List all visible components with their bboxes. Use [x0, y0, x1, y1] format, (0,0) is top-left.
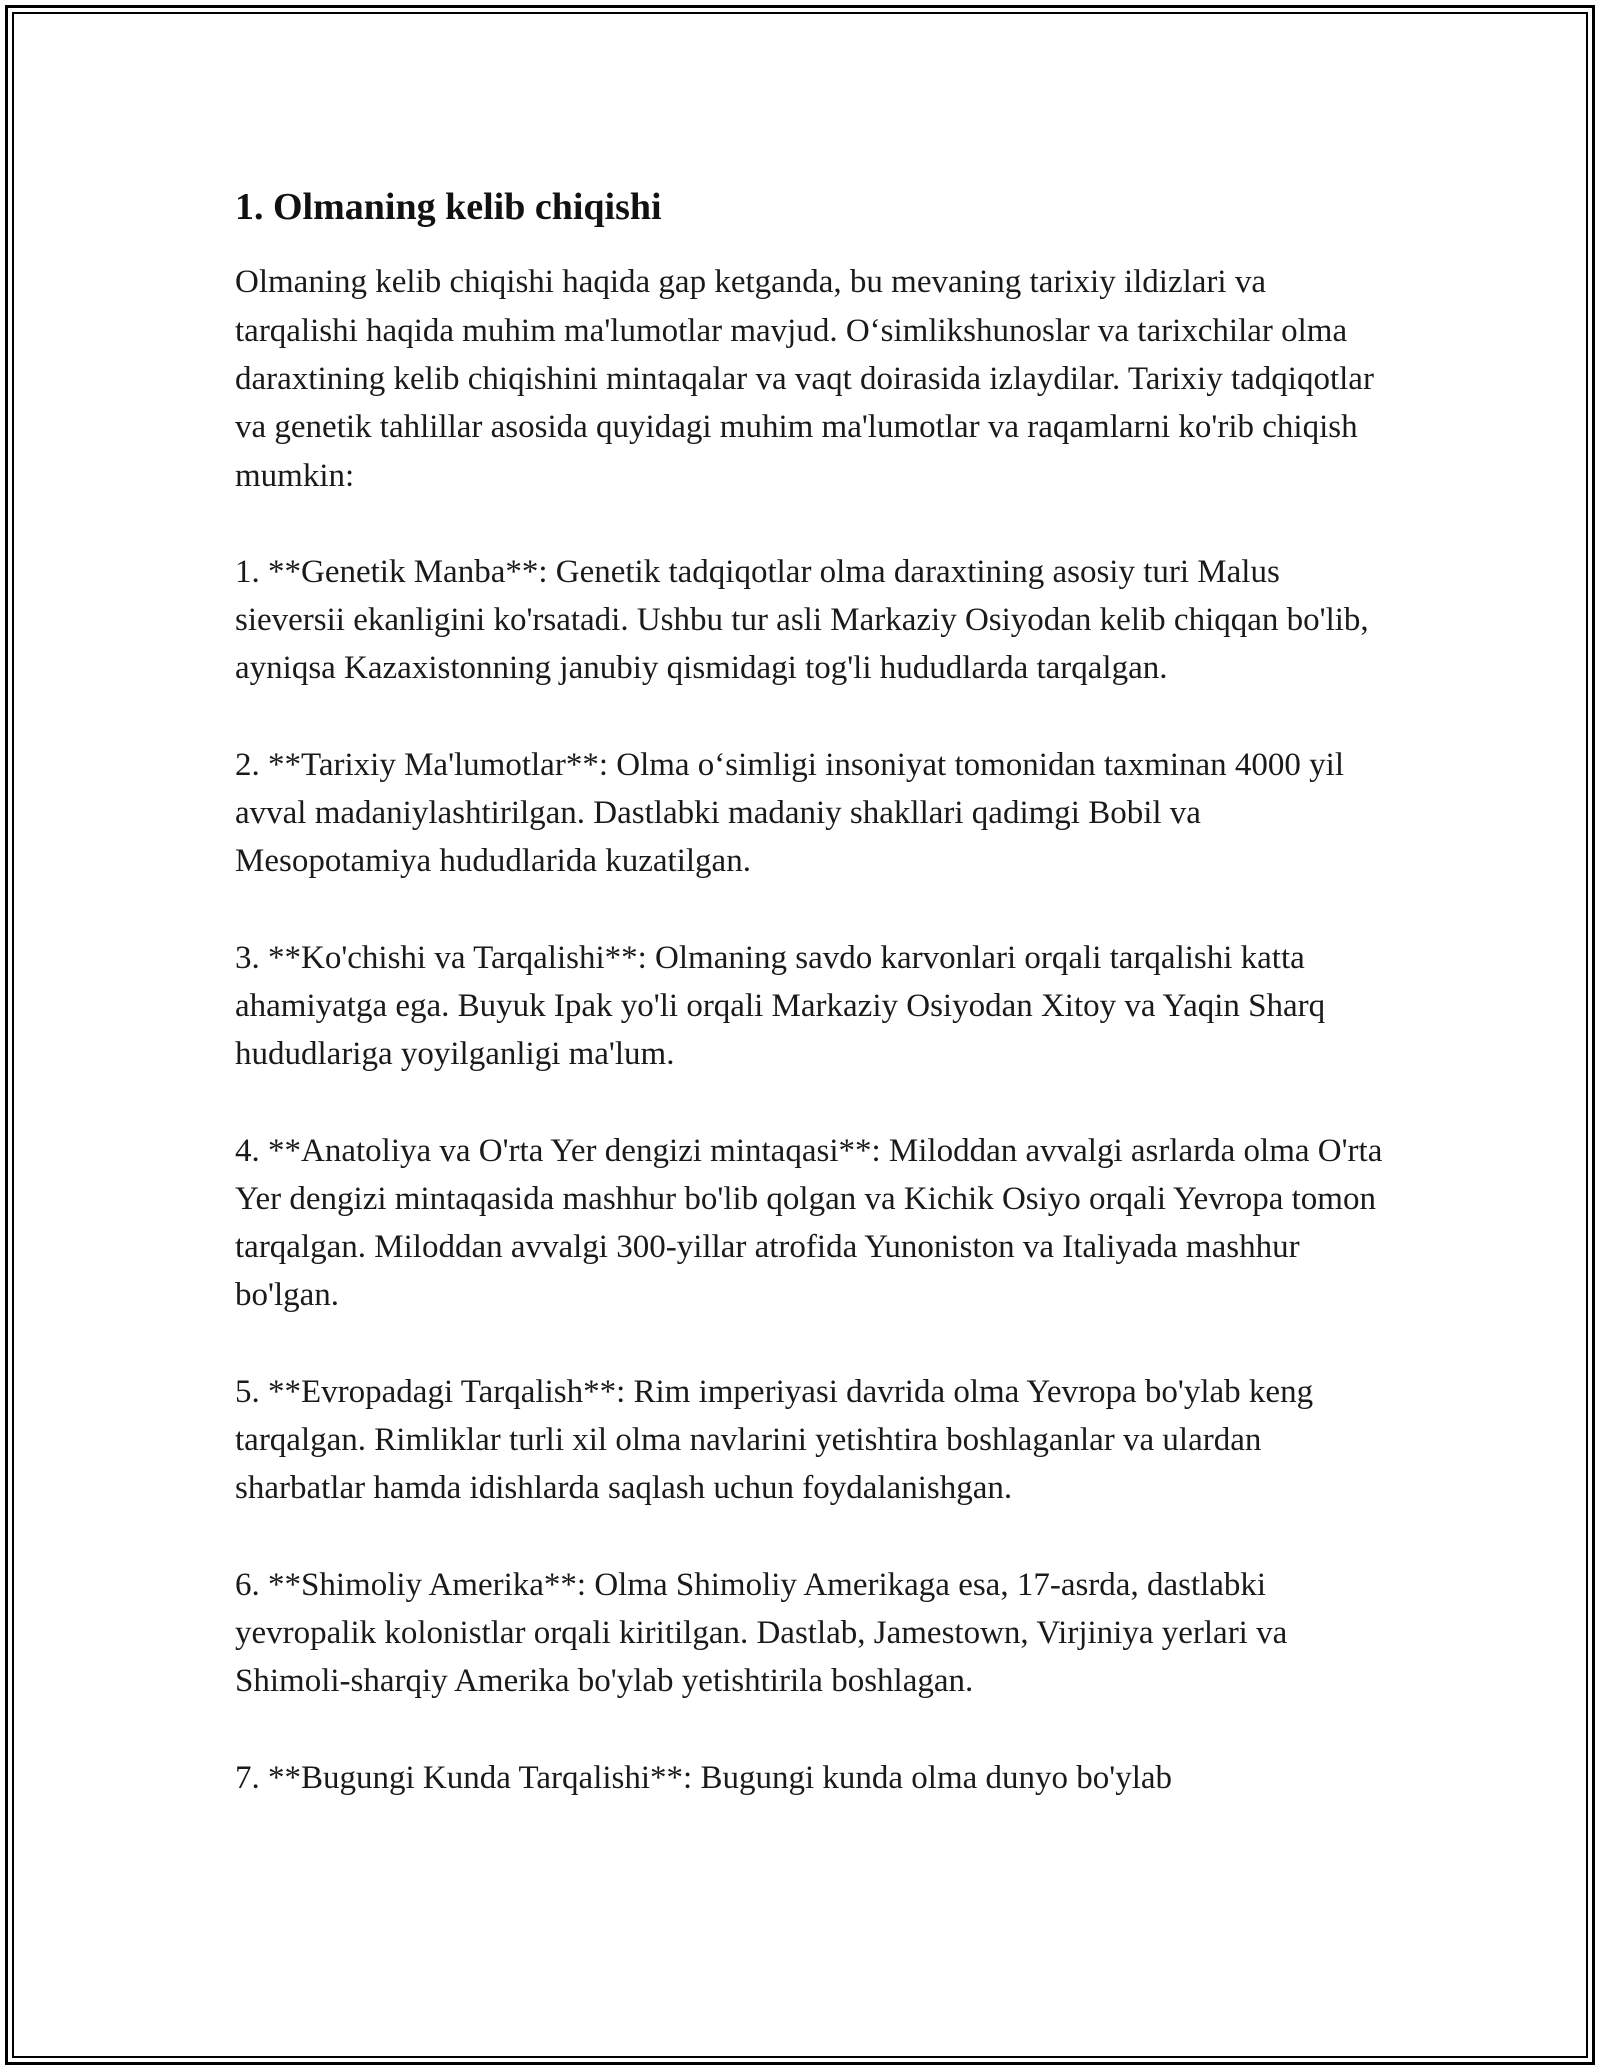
intro-paragraph: Olmaning kelib chiqishi haqida gap ketganda, bu mevaning tarixiy ildizlari va tarqalishi haqida muhim ma'lumotlar mavjud. O‘simlikshunoslar va tarixchilar olma daraxtining kelib chiqishini mintaqalar va vaqt doirasida izlaydilar. Tarixiy tadqiqotlar va genetik tahlillar asosida quyidagi muhim ma'lumotlar va raqamlarni ko'rib chiqish mumkin: — [235, 264, 1374, 494]
list-item-tarixiy-malumotlar: 2. **Tarixiy Ma'lumotlar**: Olma o‘simligi insoniyat tomonidan taxminan 4000 yil avval madaniylashtirilgan. Dastlabki madaniy shakllari qadimgi Bobil va Mesopotamiya hududlarida kuzatilgan. — [235, 746, 1345, 880]
list-item-kochishi-va-tarqalishi: 3. **Ko'chishi va Tarqalishi**: Olmaning savdo karvonlari orqali tarqalishi katta ahamiyatga ega. Buyuk Ipak yo'li orqali Markaziy Osiyodan Xitoy va Yaqin Sharq hududlariga yoyilganligi ma'lum. — [235, 939, 1326, 1073]
list-item-evropadagi-tarqalish: 5. **Evropadagi Tarqalish**: Rim imperiyasi davrida olma Yevropa bo'ylab keng tarqalgan. Rimliklar turli xil olma navlarini yetishtira boshlaganlar va ulardan sharbatlar hamda idishlarda saqlash uchun foydalanishgan. — [235, 1373, 1314, 1507]
list-item-bugungi-kunda: 7. **Bugungi Kunda Tarqalishi**: Bugungi kunda olma dunyo bo'ylab — [235, 1759, 1173, 1796]
list-item-anatoliya: 4. **Anatoliya va O'rta Yer dengizi mintaqasi**: Miloddan avvalgi asrlarda olma O'rta Yer dengizi mintaqasida mashhur bo'lib qolgan va Kichik Osiyo orqali Yevropa tomon tarqalgan. Miloddan avvalgi 300-yillar atrofida Yunoniston va Italiyada mashhur bo'lgan. — [235, 1132, 1383, 1314]
list-item-shimoliy-amerika: 6. **Shimoliy Amerika**: Olma Shimoliy Amerikaga esa, 17-asrda, dastlabki yevropalik kolonistlar orqali kiritilgan. Dastlab, Jamestown, Virjiniya yerlari va Shimoli-sharqiy Amerika bo'ylab yetishtirila boshlagan. — [235, 1566, 1288, 1700]
list-item-genetik-manba: 1. **Genetik Manba**: Genetik tadqiqotlar olma daraxtining asosiy turi Malus sieversii ekanligini ko'rsatadi. Ushbu tur asli Markaziy Osiyodan kelib chiqqan bo'lib, ayniqsa Kazaxistonning janubiy qismidagi tog'li hududlarda tarqalgan. — [235, 553, 1369, 687]
section-heading: 1. Olmaning kelib chiqishi — [235, 186, 662, 228]
document-body — [235, 183, 1385, 1850]
